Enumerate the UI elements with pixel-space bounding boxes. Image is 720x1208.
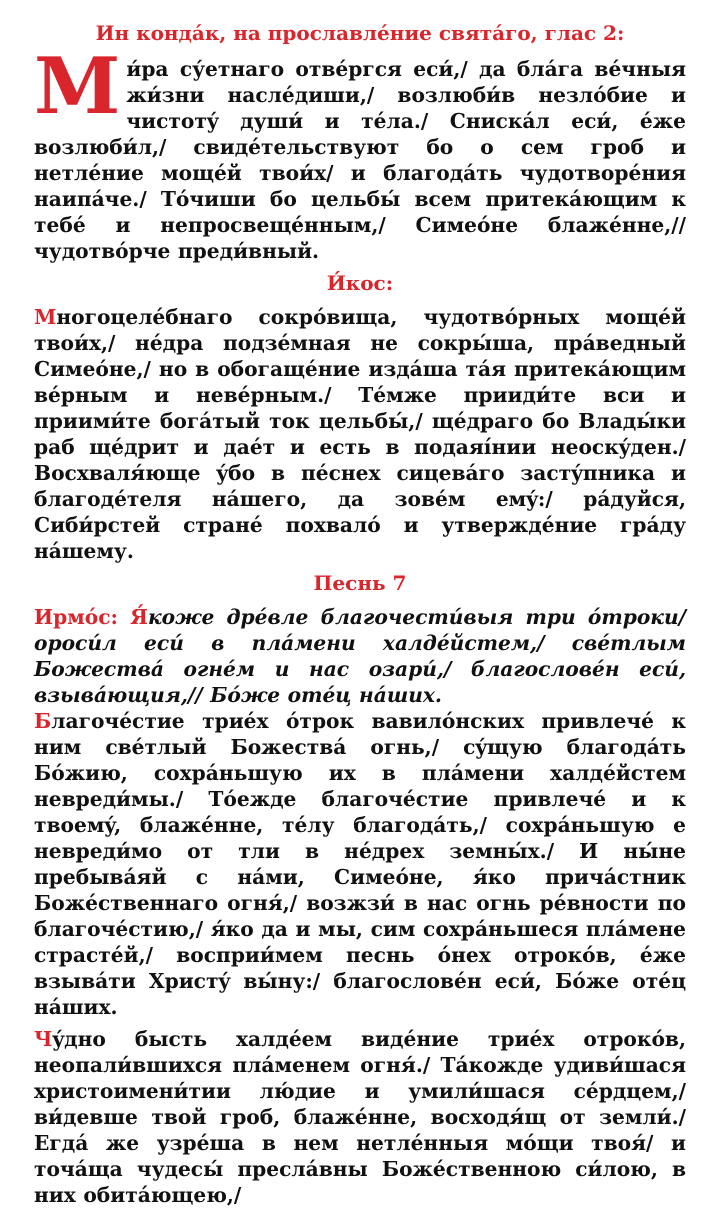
irmos-label: Ирмóс: Я́ (34, 605, 148, 629)
ikos-initial: М (34, 305, 57, 329)
song7-heading: Песнь 7 (313, 571, 407, 595)
troparion-2-initial: Ч (34, 1027, 53, 1051)
troparion-2 (34, 1026, 686, 1208)
ikos-text (34, 304, 686, 564)
kontakion-body: и́ра су́етнаго отвéргся еси́,/ да блáга вéчныя жи́зни наслéдиши,/ возлюби́в незлóбие и чистотý души́ и тéла./ Снискáл еси́, éже возлюби́л,/ свидéтельствуют бо о сем гроб и нетлéние мощéй твои́х/ и благодáть чудотворéния наипáче./ Тóчиши бо цельбы́ всем притекáющим к тебé и непросвещéнным,/ Симеóне блажéнне,// чудотвóрче преди́вный. (34, 57, 686, 263)
kontakion-heading: Ин кондáк, на прославлéние святáго, глас 2: (95, 21, 625, 45)
troparion-1-body: лагочéстие триéх óтрок вавилóнских привлечé к ним свéтлый Божествá огнь,/ сýщую благодáть Бóжию, сохрáньшую их в плáмени халдéйстем невреди́мы./ Тóежде благочéстие привлечé и к твоемý, блажéнне, тéлу благодáть,/ сохрáньшую е невреди́мо от тли в нéдрех земны́х./ И ны́не пребывáяй с нáми, Симеóне, я́ко причáстник Божéственнаго огня́,/ возжзи́ в нас огнь рéвности по благочéстию,/ я́ко да и мы, сим сохрáньшеся плáмене страстéй,/ восприи́мем песнь óнех отрокóв, éже взывáти Христý вы́ну:/ благословéн еси́, Бóже отéц нáших. (34, 709, 686, 1019)
ikos-body: ногоцелéбнаго сокрóвища, чудотвóрных мощéй твои́х,/ нéдра подзéмная не сокры́ша, прáведный Симеóне,/ но в обогащéние издáша тáя притекáющим вéрным и невéрным./ Тéмже прииди́те вси и приими́те богáтый ток цельбы́,/ щéдраго бо Влады́ки раб щéдрит и даéт и есть в подаяíнии неоскýден./ Восхваля́юще ýбо в пéснех сицевáго застýпника и благодéтеля нáшего, да зовéм емý:/ рáдуйся, Сиби́рстей странé похвалó и утверждéние грáду нáшему. (34, 305, 686, 563)
irmos-body: коже дрéвле благочести́выя три óтроки/ ороси́л еси́ в плáмени халдéйстем,/ свéтлым Божествá огнéм и нас озари́,/ благословéн еси́, взывáющия,// Бóже отéц нáших. (34, 605, 686, 707)
troparion-1-initial: Б (34, 709, 52, 733)
kontakion-dropcap: М (34, 41, 121, 132)
ikos-heading: И́кос: (326, 271, 394, 295)
irmos-text (34, 604, 686, 708)
troparion-1 (34, 708, 686, 1020)
kontakion-text (34, 41, 686, 264)
troparion-2-body: ýдно бысть халдéем видéние триéх отрокóв, неопали́вшихся плáменем огня́./ Тáкожде удиви́шася христоимени́тии лю́дие и умили́шася сéрдцем,/ ви́девше твой гроб, блажéнне, восходя́щ от земли́./ Егдá же узрéша в нем нетлéнныя мóщи твоя́/ и точáща чудесы́ преслáвны Божéственною си́лою, в них обитáющею,/ (34, 1027, 686, 1207)
